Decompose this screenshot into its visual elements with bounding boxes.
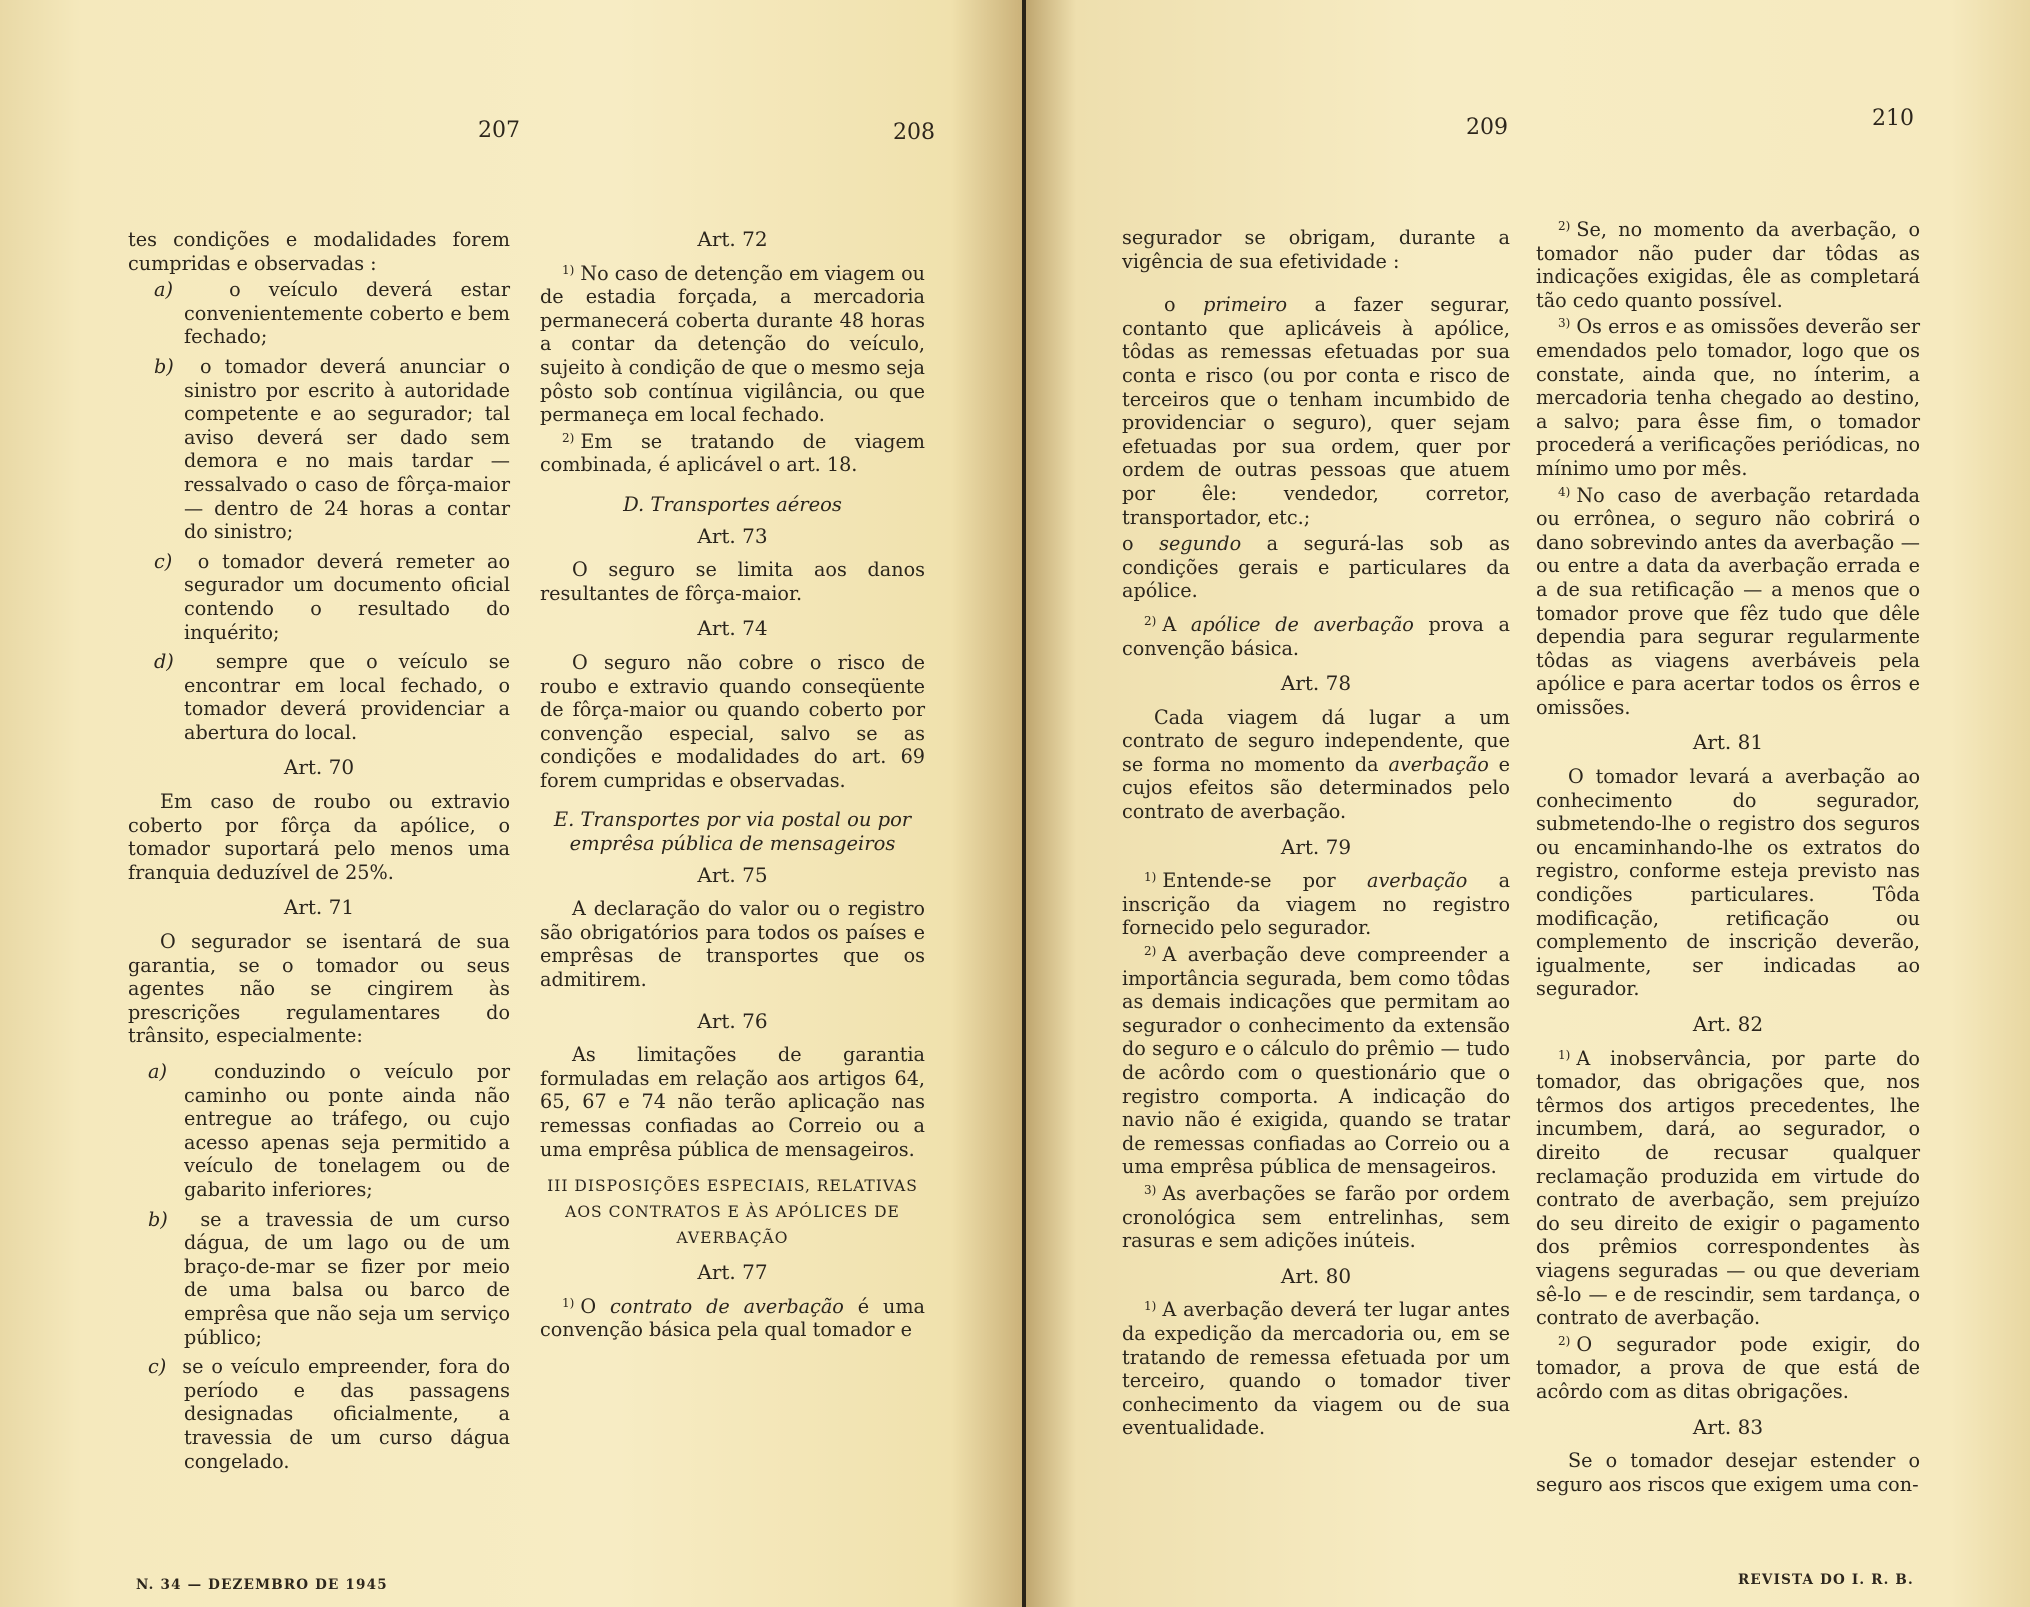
article-heading: Art. 77	[697, 1260, 768, 1285]
paragraph: O segurador se isentará de sua garantia, se o tomador ou seus agentes não se cingirem às prescrições regulamentares do trânsito, especialmente:	[128, 930, 510, 1048]
article-heading: Art. 72	[697, 227, 768, 251]
paragraph: O seguro não cobre o risco de roubo e extravio quando conseqüente de fôrça-maior ou quando coberto por convenção especial, salvo se as condições e modalidades do art. 69 forem cumpridas e observadas.	[540, 650, 925, 792]
article-heading: Art. 73	[697, 523, 768, 548]
paragraph: Se o tomador desejar estender o seguro aos riscos que exigem uma con-	[1536, 1449, 1920, 1496]
list-item: b) o tomador deverá anunciar o sinistro por escrito à autoridade competente e ao segurador; tal aviso deverá ser dado sem demora e no mais tardar — ressalvado o caso de fôrça-maior — dentro de 24 horas a contar do sinistro;	[154, 354, 511, 544]
article-heading: Art. 79	[1280, 834, 1352, 859]
paragraph: $^{3)}$ As averbações se farão por ordem cronológica sem entrelinhas, sem rasuras e sem adições inúteis.	[1122, 1181, 1510, 1253]
paragraph: $^{1)}$ A averbação deverá ter lugar antes da expedição da mercadoria ou, em se tratando de remessa efetuada por um terceiro, quando o tomador tiver conhecimento da viagem ou de sua eventualidade.	[1122, 1298, 1510, 1440]
paragraph: $^{2)}$ Em se tratando de viagem combinada, é aplicável o art. 18.	[540, 429, 925, 477]
paragraph: $^{1)}$ O contrato de averbação é uma convenção básica pela qual tomador e	[540, 1294, 925, 1342]
page-number-208: 208	[893, 120, 935, 145]
page-number-210: 210	[1872, 106, 1914, 131]
article-heading: Art. 74	[697, 616, 768, 641]
paragraph: Em caso de roubo ou extravio coberto por fôrça da apólice, o tomador suportará pelo menos uma franquia deduzível de 25%.	[128, 790, 510, 884]
footer-issue: N. 34 — DEZEMBRO DE 1945	[136, 1577, 388, 1593]
section-heading: E. Transportes por via postal ou por emprêsa pública de mensageiros	[553, 808, 912, 856]
section-heading: III DISPOSIÇÕES ESPECIAIS, RELATIVAS AOS CONTRATOS E ÀS APÓLICES DE AVERBAÇÃO	[547, 1177, 918, 1248]
paragraph: A declaração do valor ou o registro são obrigatórios para todos os países e emprêsas de transportes que os admitirem.	[540, 897, 925, 992]
page-number-207: 207	[478, 118, 520, 143]
paragraph: $^{2)}$ A apólice de averbação prova a convenção básica.	[1122, 612, 1510, 660]
paragraph: o primeiro a fazer segurar, contanto que aplicáveis à apólice, tôdas as remessas efetuadas por sua conta e risco (ou por conta e risco de terceiros que o tenham incumbido de providenciar o seguro), quer sejam efetuadas por sua ordem, quer por ordem de outras pessoas que atuem por êle: vendedor, corretor, transportador, etc.;	[1122, 293, 1510, 529]
paragraph: $^{2)}$ Se, no momento da averbação, o tomador não puder dar tôdas as indicações exigidas, êle as completará tão cedo quanto possível.	[1536, 218, 1920, 312]
page-number-209: 209	[1466, 115, 1508, 140]
paragraph: $^{3)}$ Os erros e as omissões deverão ser emendados pelo tomador, logo que os constate, ainda que, no ínterim, a mercadoria tenha chegado ao destino, a salvo; para êsse fim, o tomador procederá a verificações periódicas, no mínimo umo por mês.	[1536, 315, 1920, 480]
paragraph: Cada viagem dá lugar a um contrato de seguro independente, que se forma no momento da averbação e cujos efeitos são determinados pelo contrato de averbação.	[1122, 705, 1510, 824]
paragraph: $^{1)}$ Entende-se por averbação a inscrição da viagem no registro fornecido pelo segurador.	[1122, 869, 1511, 940]
paragraph: $^{2)}$ A averbação deve compreender a importância segurada, bem como tôdas as demais indicações que permitam ao segurador o conhecimento da extensão do seguro e o cálculo do prêmio — tudo de acôrdo com o questionário que o registro comporta. A indicação do navio não é exigida, quando se tratar de remessas confiadas ao Correio ou a uma emprêsa pública de mensageiros.	[1122, 943, 1510, 1179]
article-heading: Art. 76	[697, 1008, 768, 1033]
paragraph: $^{1)}$ A inobservância, por parte do tomador, das obrigações que, nos têrmos dos artigos precedentes, lhe incumbem, dará, ao segurador, o direito de recusar qualquer reclamação produzida em virtude do contrato de averbação, sem prejuízo do seu direito de exigir o pagamento dos prêmios correspondentes às viagens seguradas — ou que deveriam sê-lo — e de rescindir, sem tardança, o contrato de averbação.	[1536, 1046, 1920, 1330]
article-heading: Art. 78	[1280, 671, 1352, 696]
paragraph: $^{4)}$ No caso de averbação retardada ou errônea, o seguro não cobrirá o dano sobrevindo antes da averbação — ou entre a data da averbação errada e a de sua retificação — a menos que o tomador prove que fêz tudo que dêle dependia para segurar regularmente tôdas as viagens averbáveis pela apólice e para acertar todos os êrros e omissões.	[1536, 483, 1920, 719]
article-heading: Art. 70	[283, 755, 355, 780]
list-item: c) o tomador deverá remeter ao segurador um documento oficial contendo o resultado do inquérito;	[154, 549, 511, 644]
paragraph: As limitações de garantia formuladas em relação aos artigos 64, 65, 67 e 74 não terão aplicação nas remessas confiadas ao Correio ou a uma emprêsa pública de mensageiros.	[540, 1043, 925, 1161]
article-heading: Art. 82	[1692, 1012, 1764, 1036]
paragraph: O tomador levará a averbação ao conhecimento do segurador, submetendo-lhe o registro dos seguros ou encaminhando-lhe os extratos do registro, conforme esteja previsto nas condições particulares. Tôda modificação, retificação ou complemento de inscrição deverão, igualmente, ser indicadas ao segurador.	[1536, 765, 1920, 1001]
article-heading: Art. 83	[1692, 1414, 1764, 1439]
section-heading: D. Transportes aéreos	[623, 492, 842, 516]
column-page-209	[1122, 226, 1510, 1443]
column-page-210	[1536, 218, 1920, 1499]
list-item: b) se a travessia de um curso dágua, de um lago ou de um braço-de-mar se fizer por meio de uma balsa ou barco de emprêsa que não seja um serviço público;	[148, 1207, 510, 1349]
paragraph: O seguro se limita aos danos resultantes de fôrça-maior.	[540, 558, 925, 605]
paragraph: $^{2)}$ O segurador pode exigir, do tomador, a prova de que está de acôrdo com as ditas obrigações.	[1536, 1332, 1920, 1403]
list-item: a) conduzindo o veículo por caminho ou ponte ainda não entregue ao tráfego, ou cujo acesso apenas seja permitido a veículo de tonelagem ou de gabarito inferiores;	[148, 1060, 510, 1201]
article-heading: Art. 71	[283, 895, 355, 920]
column-page-208	[540, 228, 925, 1345]
article-heading: Art. 80	[1280, 1263, 1352, 1288]
article-heading: Art. 75	[697, 862, 768, 887]
list-item: a) o veículo deverá estar convenientemente coberto e bem fechado;	[154, 278, 510, 349]
article-heading: Art. 81	[1692, 730, 1764, 755]
column-page-207	[128, 228, 510, 1479]
paragraph: $^{1)}$ No caso de detenção em viagem ou de estadia forçada, a mercadoria permanecerá coberta durante 48 horas a contar da detenção do veículo, sujeito à condição de que o mesmo seja pôsto sob contínua vigilância, ou que permaneça em local fechado.	[540, 261, 925, 427]
list-item: c) se o veículo empreender, fora do período e das passagens designadas oficialmente, a travessia de um curso dágua congelado.	[148, 1355, 510, 1473]
list-item: d) sempre que o veículo se encontrar em local fechado, o tomador deverá providenciar a abertura do local.	[154, 650, 510, 744]
paragraph: tes condições e modalidades forem cumpridas e observadas :	[128, 228, 510, 275]
paragraph: segurador se obrigam, durante a vigência de sua efetividade :	[1122, 226, 1510, 273]
footer-journal: REVISTA DO I. R. B.	[1738, 1572, 1914, 1588]
paragraph: o segundo a segurá-las sob as condições gerais e particulares da apólice.	[1122, 532, 1510, 603]
